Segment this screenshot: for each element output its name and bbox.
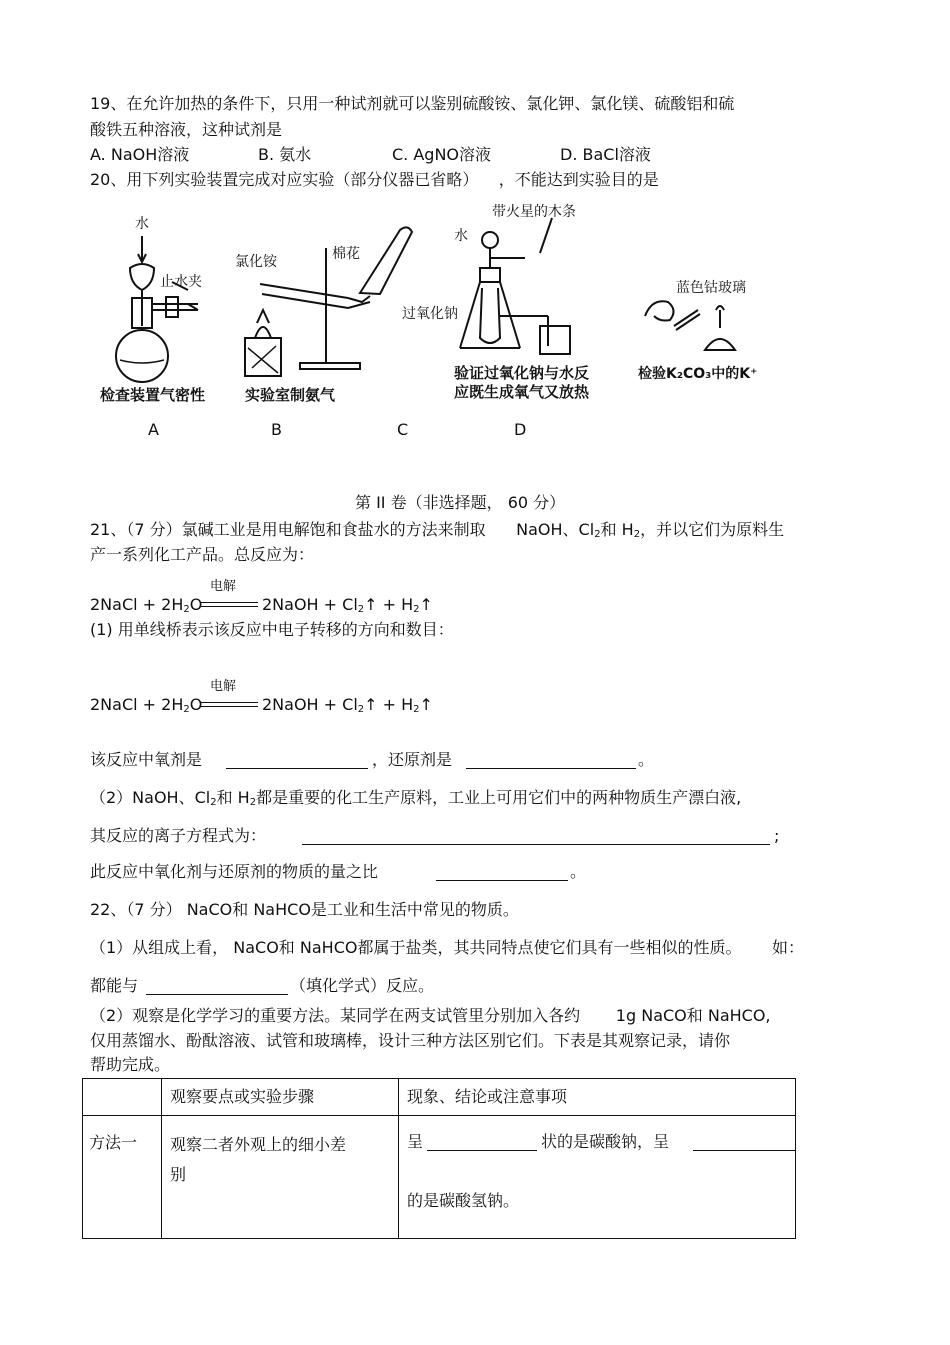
figure-c-reagent-label: 过氧化钠 [402, 306, 458, 322]
eq-left-b: O [189, 695, 203, 714]
figure-label-a: A [148, 420, 159, 439]
eq-left-a: 2NaCl + 2H [90, 595, 184, 614]
q19-option-d[interactable] [560, 147, 651, 163]
q19-option-a[interactable] [90, 147, 189, 163]
figure-c-splint-label: 带火星的木条 [492, 204, 576, 220]
figure-a-drawing [116, 236, 198, 382]
q22-sub2-line1 [90, 1008, 771, 1024]
option-text: BaCl溶液 [582, 145, 651, 164]
apparatus-figures [80, 198, 800, 413]
figure-d-drawing [645, 301, 735, 350]
option-letter: C. [392, 145, 409, 164]
figure-b-drawing [245, 227, 412, 376]
eq1-line-top [200, 602, 258, 603]
table-header-cell: 观察要点或实验步骤 [162, 1079, 399, 1116]
eq1-right: 2NaOH + $Cl_2↑$ + $H_2↑$ [262, 595, 433, 615]
figure-a-water-label: 水 [135, 216, 149, 232]
eq1-left: 2NaCl + $2H_2O$ [90, 595, 203, 615]
observation-table [82, 1078, 796, 1239]
q21-stem-d: ，并以它们为原料生 [640, 520, 785, 539]
figure-a-clip-label: 止水夹 [160, 274, 202, 290]
eq-left-a: 2NaCl + 2H [90, 695, 184, 714]
q20-stem-b: ，不能达到实验目的是 [498, 170, 659, 189]
option-text: 氨水 [279, 145, 312, 164]
eq-right-a: 2NaOH + Cl [262, 595, 358, 614]
option-letter: B. [258, 145, 275, 164]
eq-right-b: ↑ + H [364, 695, 414, 714]
eq2-right: 2NaOH + $Cl_2↑$ + $H_2↑$ [262, 695, 433, 715]
result-middle: 状的是碳酸钠，呈 [541, 1132, 670, 1151]
q22-stem: 22、（7 分） NaCO和 NaHCO是工业和生活中常见的物质。 [90, 900, 519, 919]
figure-c-water-label: 水 [454, 228, 468, 244]
q21-stem-c: 和 H [600, 520, 634, 539]
q22-sub2-line2: 仅用蒸馏水、酚酞溶液、试管和玻璃棒，设计三种方法区别它们。下表是其观察记录，请你 [90, 1031, 731, 1050]
q21-sub2-b: 和 H [216, 788, 250, 807]
q20-stem-a: 20、用下列实验装置完成对应实验（部分仪器已省略） [90, 170, 479, 189]
q21-ionic-label: 其反应的离子方程式为： [90, 826, 267, 845]
option-text: AgNO溶液 [413, 145, 492, 164]
q21-stem-line2: 产一系列化工产品。总反应为： [90, 545, 315, 564]
figure-label-d: D [514, 420, 527, 439]
reducer-answer-blank[interactable] [466, 768, 636, 769]
eq-right-c: ↑ [419, 595, 433, 614]
table-row [83, 1116, 796, 1239]
q20-stem [90, 172, 659, 188]
eq2-condition: 电解 [210, 679, 237, 694]
figure-a-caption: 检查装置气密性 [100, 386, 206, 404]
eq-right-b: ↑ + H [364, 595, 414, 614]
q22-sub2-line3: 帮助完成。 [90, 1055, 171, 1074]
q22-sub1-b: 如： [771, 938, 804, 957]
table-header-row [83, 1079, 796, 1116]
result-line2: 的是碳酸氢钠。 [407, 1191, 520, 1210]
eq1-line-bottom [200, 606, 258, 607]
figure-b-reagent-label: 氯化铵 [235, 254, 277, 270]
q22-sub1-line1 [90, 940, 804, 956]
q21-sub1: (1) 用单线桥表示该反应中电子转移的方向和数目： [90, 620, 454, 639]
q21-sub2: （2）NaOH、$Cl_2$和 $H_2$都是重要的化工生产原料，工业上可用它们中的两种物质生产漂白液, [90, 788, 742, 808]
q19-option-b[interactable] [258, 147, 311, 163]
q21-sub2-c: 都是重要的化工生产原料，工业上可用它们中的两种物质生产漂白液, [256, 788, 742, 807]
figure-c-caption-line1: 验证过氧化钠与水反 [454, 364, 590, 382]
table-header-cell: 现象、结论或注意事项 [399, 1079, 796, 1116]
q21-period: 。 [638, 750, 655, 769]
q21-stem-a: 21、（7 分）氯碱工业是用电解饱和食盐水的方法来制取 [90, 520, 486, 539]
oxidizer-answer-blank[interactable] [226, 768, 368, 769]
eq-left-b: O [189, 595, 203, 614]
result-prefix: 呈 [407, 1132, 424, 1151]
ionic-equation-blank[interactable] [302, 844, 770, 845]
eq-right-c: ↑ [419, 695, 433, 714]
method-step-cell [162, 1116, 399, 1239]
q22-sub1-line2-a: 都能与 [90, 976, 139, 995]
figure-d-caption: 检验K₂CO₃中的K⁺ [638, 366, 758, 382]
q21-oxidizer-label: 该反应中氧剂是 [90, 750, 203, 769]
figure-b-caption: 实验室制氨气 [245, 386, 336, 404]
q21-stem-line1: 21、（7 分）氯碱工业是用电解饱和食盐水的方法来制取 NaOH、$Cl_2$和 $H_2$，并以它们为原料生 [90, 520, 785, 540]
eq2-line-bottom [200, 706, 258, 707]
q19-option-c[interactable] [392, 147, 491, 163]
figure-label-c: C [397, 420, 409, 439]
option-text: NaOH溶液 [110, 145, 190, 164]
q22-sub1-line2-b: （填化学式）反应。 [290, 976, 435, 995]
ratio-answer-blank[interactable] [436, 880, 568, 881]
figure-d-glass-label: 蓝色钴玻璃 [676, 280, 746, 296]
part2-title: 第 II 卷（非选择题， 60 分） [355, 493, 566, 512]
eq2-left: 2NaCl + $2H_2O$ [90, 695, 203, 715]
q22-sub2-b: 1g NaCO和 NaHCO, [615, 1006, 771, 1025]
table-header-cell [83, 1079, 162, 1116]
reactant-formula-blank[interactable] [146, 994, 288, 995]
q21-ratio-label: 此反应中氧化剂与还原剂的物质的量之比 [90, 862, 379, 881]
sodium-carbonate-state-blank[interactable] [427, 1150, 537, 1151]
q21-reducer-label: ，还原剂是 [372, 750, 453, 769]
figure-c-caption-line2: 应既生成氧气又放热 [454, 383, 590, 401]
q21-ratio-period: 。 [570, 862, 587, 881]
q21-stem-b: NaOH、Cl [516, 520, 595, 539]
result-line1 [407, 1130, 795, 1160]
eq2-line-top [200, 702, 258, 703]
option-letter: A. [90, 145, 106, 164]
q19-stem-line2: 酸铁五种溶液，这种试剂是 [90, 120, 283, 139]
q19-stem-line1: 19、在允许加热的条件下，只用一种试剂就可以鉴别硫酸铵、氯化钾、氯化镁、硫酸铝和硫 [90, 94, 735, 113]
q22-sub1-a: （1）从组成上看， NaCO和 NaHCO都属于盐类，其共同特点使它们具有一些相似的性质。 [90, 938, 742, 957]
figure-c-drawing [460, 218, 570, 354]
q22-sub2-a: （2）观察是化学学习的重要方法。某同学在两支试管里分别加入各约 [90, 1006, 581, 1025]
q21-semicolon: ; [774, 826, 780, 845]
method-result-cell [399, 1116, 796, 1239]
sodium-bicarbonate-state-blank[interactable] [693, 1150, 795, 1151]
q21-sub2-a: （2）NaOH、Cl [90, 788, 211, 807]
eq-right-a: 2NaOH + Cl [262, 695, 358, 714]
step-line2: 别 [170, 1165, 187, 1184]
step-line1: 观察二者外观上的细小差 [170, 1135, 347, 1154]
option-letter: D. [560, 145, 578, 164]
method-name-cell: 方法一 [83, 1116, 162, 1239]
figure-label-b: B [271, 420, 282, 439]
figure-b-cotton-label: 棉花 [332, 246, 360, 262]
eq1-condition: 电解 [210, 579, 237, 594]
